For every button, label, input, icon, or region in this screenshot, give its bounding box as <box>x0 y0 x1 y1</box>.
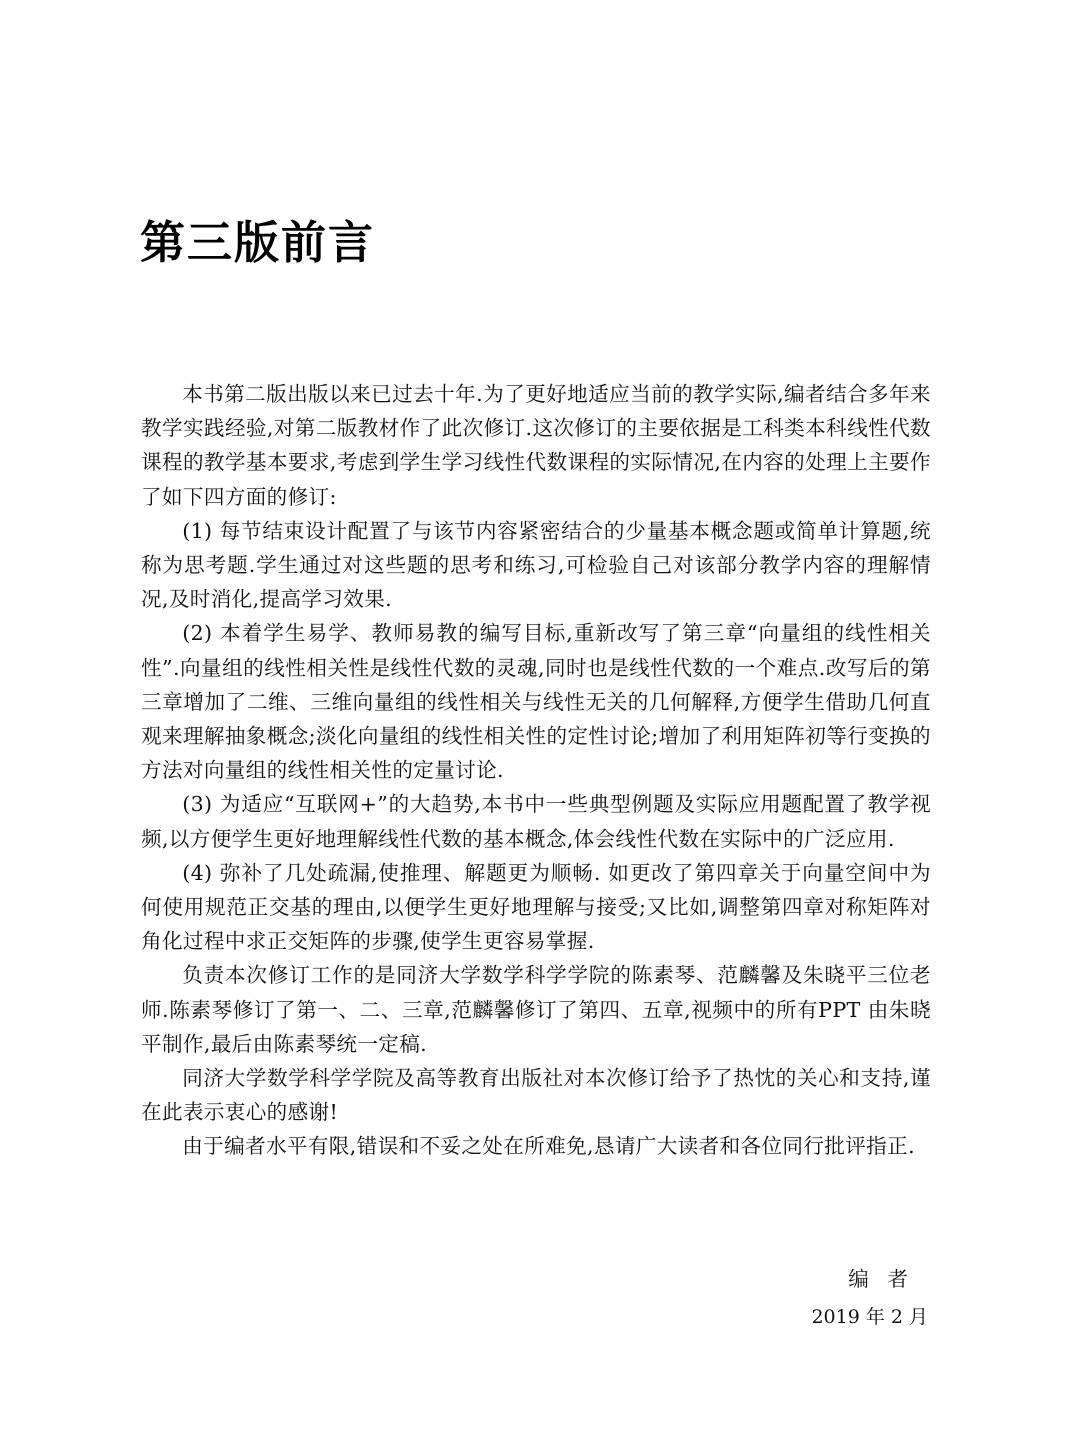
paragraph-thanks: 同济大学数学科学学院及高等教育出版社对本次修订给予了热忱的关心和支持,谨在此表示衷心的感谢! <box>141 1066 931 1125</box>
paragraph-item-3: (3) 为适应“互联网+”的大趋势,本书中一些典型例题及实际应用题配置了教学视频,以方便学生更好地理解线性代数的基本概念,体会线性代数在实际中的广泛应用. <box>141 792 931 851</box>
paragraph-item-4: (4) 弥补了几处疏漏,使推理、解题更为顺畅. 如更改了第四章关于向量空间中为何使用规范正交基的理由,以便学生更好地理解与接受;又比如,调整第四章对称矩阵对角化过程中求正交矩阵的步骤,使学生更容易掌握. <box>141 860 931 954</box>
paragraph-revisers: 负责本次修订工作的是同济大学数学科学学院的陈素琴、范麟馨及朱晓平三位老师.陈素琴修订了第一、二、三章,范麟馨修订了第四、五章,视频中的所有PPT 由朱晓平制作,最后由陈素琴统一定稿. <box>141 963 931 1056</box>
paragraph-item-2: (2) 本着学生易学、教师易教的编写目标,重新改写了第三章“向量组的线性相关性”.向量组的线性相关性是线性代数的灵魂,同时也是线性代数的一个难点.改写后的第三章增加了二维、三维向量组的线性相关与线性无关的几何解释,方便学生借助几何直观来理解抽象概念;淡化向量组的线性相关性的定性讨论;增加了利用矩阵初等行变换的方法对向量组的线性相关性的定量讨论. <box>141 621 931 783</box>
page-title: 第三版前言 <box>140 216 376 269</box>
signature-name: 编者 <box>848 1267 927 1291</box>
signature-block <box>811 1262 928 1334</box>
signature-date: 2019 年 2 月 <box>811 1306 928 1328</box>
paragraph-intro: 本书第二版出版以来已过去十年.为了更好地适应当前的教学实际,编者结合多年来教学实践经验,对第二版教材作了此次修订.这次修订的主要依据是工科类本科线性代数课程的教学基本要求,考虑到学生学习线性代数课程的实际情况,在内容的处理上主要作了如下四方面的修订: <box>141 382 931 509</box>
paragraph-closing: 由于编者水平有限,错误和不妥之处在所难免,恳请广大读者和各位同行批评指正. <box>182 1134 915 1159</box>
preface-body <box>141 377 931 1164</box>
paragraph-item-1: (1) 每节结束设计配置了与该节内容紧密结合的少量基本概念题或简单计算题,统称为思考题.学生通过对这些题的思考和练习,可检验自己对该部分教学内容的理解情况,及时消化,提高学习效果. <box>141 518 931 612</box>
